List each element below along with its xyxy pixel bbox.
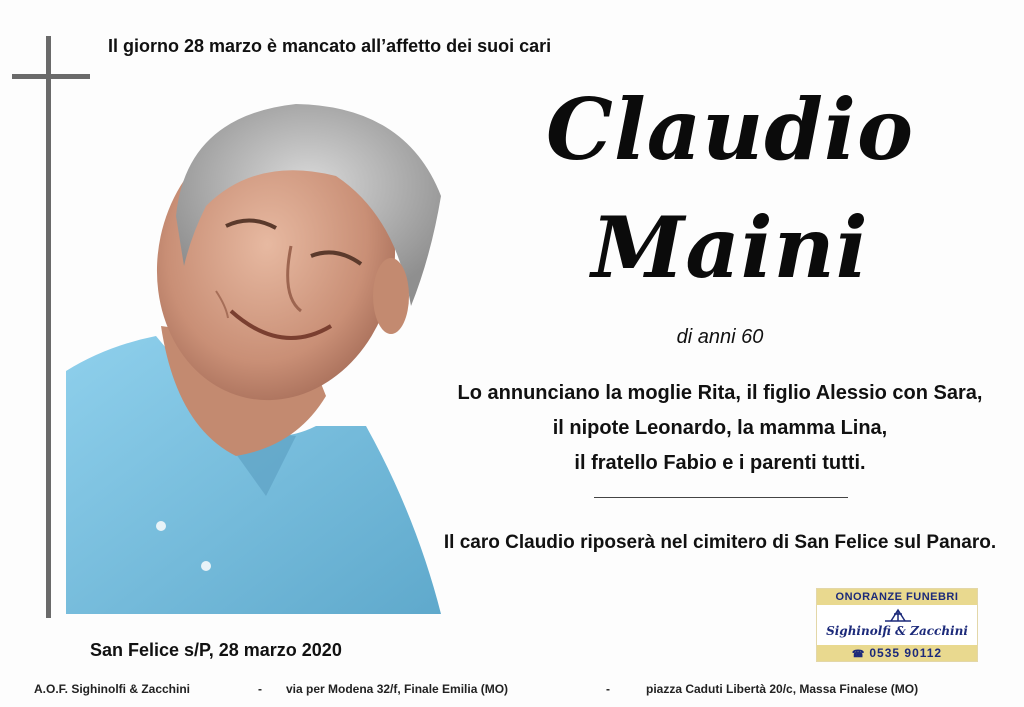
- announcement-line: il nipote Leonardo, la mamma Lina,: [552, 417, 888, 439]
- footer-separator: -: [606, 682, 610, 696]
- footer-address: piazza Caduti Libertà 20/c, Massa Finalese (MO): [646, 682, 919, 696]
- age-line: di anni 60: [676, 326, 764, 348]
- portrait-photo: [66, 96, 441, 614]
- place-date: San Felice s/P, 28 marzo 2020: [90, 640, 342, 660]
- footer-separator: -: [258, 682, 262, 696]
- logo-phone: [817, 645, 977, 661]
- logo-name: Sighinolfi & Zacchini: [826, 624, 968, 638]
- deceased-first-name: Claudio: [546, 80, 914, 179]
- announcement-line: il fratello Fabio e i parenti tutti.: [574, 452, 866, 474]
- resting-place: Il caro Claudio riposerà nel cimitero di San Felice sul Panaro.: [443, 532, 997, 553]
- phone-icon: ☎: [851, 649, 866, 660]
- intro-line: Il giorno 28 marzo è mancato all’affetto dei suoi cari: [108, 36, 552, 56]
- announcement-line: Lo annunciano la moglie Rita, il figlio Alessio con Sara,: [457, 382, 983, 404]
- footer-agency: A.O.F. Sighinolfi & Zacchini: [34, 682, 191, 696]
- cross-icon: [883, 607, 913, 623]
- funeral-home-logo: [816, 588, 978, 662]
- divider: [594, 497, 848, 498]
- announcement: [440, 376, 1000, 481]
- footer-address: via per Modena 32/f, Finale Emilia (MO): [286, 682, 509, 696]
- deceased-last-name: Maini: [591, 198, 869, 297]
- logo-header: ONORANZE FUNEBRI: [817, 589, 977, 605]
- phone-number: 0535 90112: [869, 646, 943, 660]
